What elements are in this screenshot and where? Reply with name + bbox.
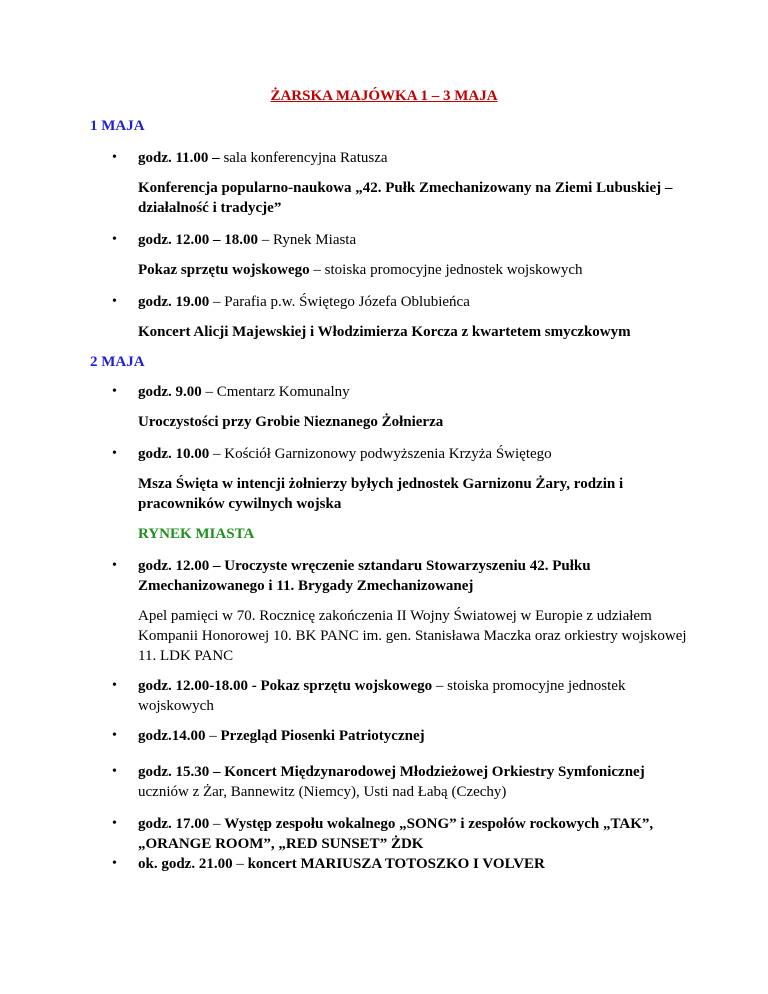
event-time: godz. 11.00 – (138, 150, 220, 166)
event-time: godz.14.00 (138, 728, 206, 744)
event-desc-regular: uczniów z Żar, Bannewitz (Niemcy), Usti nad Łabą (Czechy) (138, 784, 507, 800)
event-description: Apel pamięci w 70. Rocznicę zakończenia II Wojny Światowej w Europie z udziałem Kompanii Honorowej 10. BK PANC im. gen. Stanisława Maczka oraz orkiestry wojskowej 11. LDK PANC (138, 608, 687, 664)
event-title: koncert MARIUSZA TOTOSZKO I VOLVER (247, 856, 545, 872)
event-description: Uroczystości przy Grobie Nieznanego Żołnierza (138, 414, 444, 430)
bullet-icon: • (112, 764, 117, 779)
event-desc-regular: – stoiska promocyjne jednostek wojskowych (138, 678, 626, 714)
event-desc-regular: – stoiska promocyjne jednostek wojskowych (309, 262, 583, 278)
event-time: godz. 19.00 (138, 294, 210, 310)
event-line (138, 148, 698, 168)
event-title: Przegląd Piosenki Patriotycznej (220, 728, 425, 744)
event-time: godz. 12.00 – 18.00 (138, 232, 258, 248)
event-description: Msza Święta w intencji żołnierzy byłych jednostek Garnizonu Żary, rodzin i pracowników cywilnych wojska (138, 476, 624, 512)
event-time: godz. 9.00 (138, 384, 202, 400)
event-time: ok. godz. 21.00 (138, 856, 233, 872)
event-description: Konferencja popularno-naukowa „42. Pułk Zmechanizowany na Ziemi Lubuskiej – działalność i tradycje” (138, 180, 673, 216)
day-heading-2: 2 MAJA (90, 354, 145, 370)
event-line (138, 814, 698, 854)
page-title: ŻARSKA MAJÓWKA 1 – 3 MAJA (270, 88, 498, 104)
event-title: Występ zespołu wokalnego „SONG” i zespołów rockowych „TAK”, „ORANGE ROOM”, „RED SUNSET” ŻDK (138, 816, 654, 852)
event-sep: – (205, 728, 221, 744)
event-line: godz. 12.00 – Uroczyste wręczenie sztandaru Stowarzyszeniu 42. Pułku Zmechanizowanego i 11. Brygady Zmechanizowanej (138, 558, 591, 594)
bullet-icon: • (112, 816, 117, 831)
event-title: godz. 15.30 – Koncert Międzynarodowej Młodzieżowej Orkiestry Symfonicznej (138, 764, 645, 780)
event-desc-bold: Pokaz sprzętu wojskowego (138, 262, 310, 278)
bullet-icon: • (112, 678, 117, 693)
event-sep: – (209, 816, 225, 832)
bullet-icon: • (112, 232, 117, 247)
event-place: – Cmentarz Komunalny (201, 384, 350, 400)
event-line (138, 762, 698, 802)
event-place: – Rynek Miasta (258, 232, 357, 248)
bullet-icon: • (112, 446, 117, 461)
event-time: godz. 17.00 (138, 816, 210, 832)
event-time: godz. 10.00 (138, 446, 210, 462)
day-heading-1: 1 MAJA (90, 118, 145, 134)
bullet-icon: • (112, 558, 117, 573)
event-place: sala konferencyjna Ratusza (219, 150, 388, 166)
event-description (138, 260, 698, 280)
event-place: – Parafia p.w. Świętego Józefa Oblubieńca (209, 294, 470, 310)
event-line (138, 382, 698, 402)
event-sep: – (232, 856, 248, 872)
event-line (138, 676, 698, 716)
bullet-icon: • (112, 856, 117, 871)
section-heading-rynek: RYNEK MIASTA (138, 526, 255, 542)
bullet-icon: • (112, 728, 117, 743)
event-line (138, 854, 698, 874)
event-place: – Kościół Garnizonowy podwyższenia Krzyża Świętego (209, 446, 552, 462)
bullet-icon: • (112, 294, 117, 309)
event-line (138, 230, 698, 250)
event-desc-bold: godz. 12.00-18.00 - Pokaz sprzętu wojskowego (138, 678, 433, 694)
event-line (138, 726, 698, 746)
event-line (138, 292, 698, 312)
bullet-icon: • (112, 150, 117, 165)
event-line (138, 444, 698, 464)
bullet-icon: • (112, 384, 117, 399)
event-description: Koncert Alicji Majewskiej i Włodzimierza Korcza z kwartetem smyczkowym (138, 324, 631, 340)
